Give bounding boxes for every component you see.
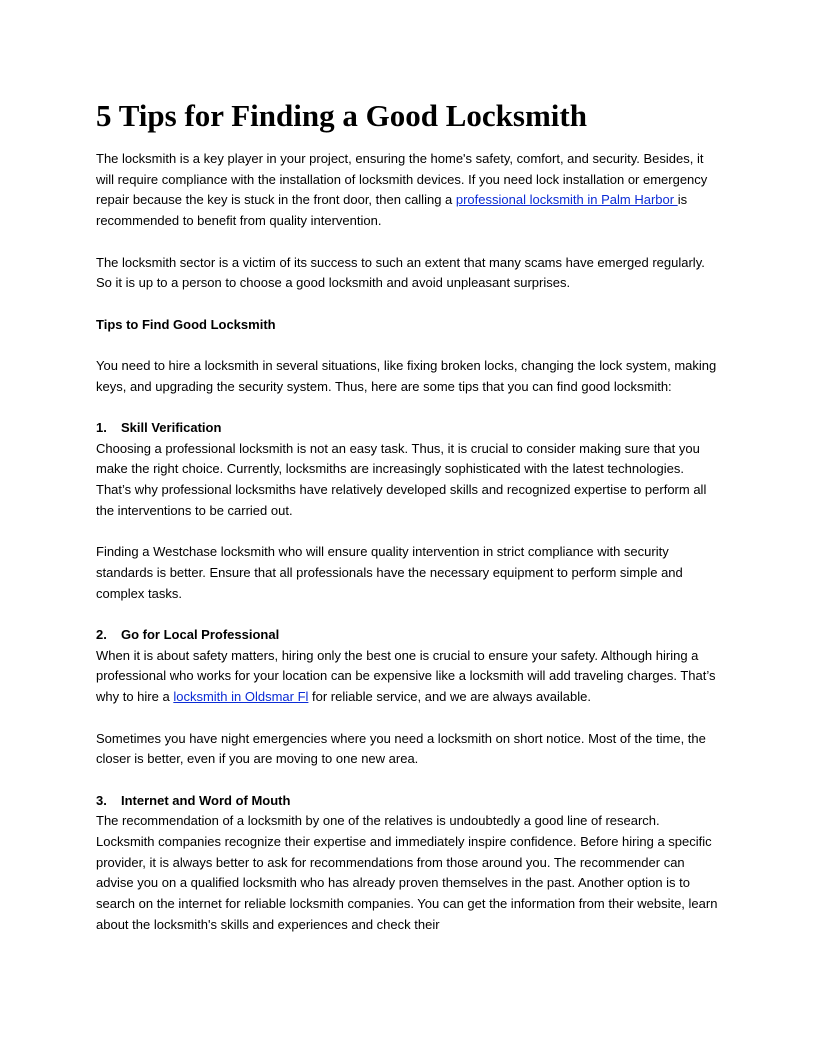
section-2-title: Go for Local Professional [121,627,280,643]
intro-text-before-link: The locksmith is a key player in your project, ensuring the home's safety, comfort, and security. Besides, it will require compliance with the installation of locksmith devices. If you need lock installation or emergency repair because the key is stuck in the front door, then calling a [96,151,708,208]
section-1-number: 1. [96,420,107,436]
section-2-paragraph-1 [96,646,720,708]
section-3-heading [96,791,720,812]
article-body [96,149,720,956]
section-3-title: Internet and Word of Mouth [121,792,291,808]
palm-harbor-locksmith-link[interactable]: professional locksmith in Palm Harbor [455,192,678,208]
section-2-number: 2. [96,627,107,643]
situations-paragraph: You need to hire a locksmith in several situations, like fixing broken locks, changing the lock system, making keys, and upgrading the security system. Thus, here are some tips that you can find good locksmith: [96,357,717,394]
section-2-paragraph-2: Sometimes you have night emergencies where you need a locksmith on short notice. Most of the time, the closer is better, even if you are moving to one new area. [96,730,706,767]
oldsmar-locksmith-link[interactable]: locksmith in Oldsmar Fl [173,689,309,705]
section-1-paragraph-2: Finding a Westchase locksmith who will ensure quality intervention in strict compliance with security standards is better. Ensure that all professionals have the necessary equipment to perform simple and complex tasks. [96,544,683,601]
section-2-heading [96,625,720,646]
section-2-text-after-link: for reliable service, and we are always available. [308,689,591,705]
section-1-heading [96,418,720,439]
page-title: 5 Tips for Finding a Good Locksmith [96,98,587,133]
section-1-title: Skill Verification [121,420,222,436]
scams-paragraph: The locksmith sector is a victim of its success to such an extent that many scams have emerged regularly. So it is up to a person to choose a good locksmith and avoid unpleasant surprises. [96,254,705,291]
section-2-text-before-link: When it is about safety matters, hiring only the best one is crucial to ensure your safety. Although hiring a professional who works for your location can be expensive like a locksmith will add traveling charges. That’s why to hire a [96,647,716,705]
intro-paragraph [96,149,720,232]
section-3-number: 3. [96,792,107,808]
intro-text-after-link: is recommended to benefit from quality intervention. [96,192,688,229]
tips-heading: Tips to Find Good Locksmith [96,316,276,332]
section-3-paragraph-1: The recommendation of a locksmith by one of the relatives is undoubtedly a good line of research. Locksmith companies recognize their expertise and immediately inspire confidence. Before hiring a specific provider, it is always better to ask for recommendations from those around you. The recommender can advise you on a qualified locksmith who has already proven themselves in the past. Another option is to search on the internet for reliable locksmith companies. You can get the information from their website, learn about the locksmith's skills and experiences and check their [96,813,718,932]
section-1-paragraph-1: Choosing a professional locksmith is not an easy task. Thus, it is crucial to consider making sure that you make the right choice. Currently, locksmiths are increasingly sophisticated with the latest technologies. That’s why professional locksmiths have relatively developed skills and recognized expertise to perform all the interventions to be carried out. [96,440,707,518]
